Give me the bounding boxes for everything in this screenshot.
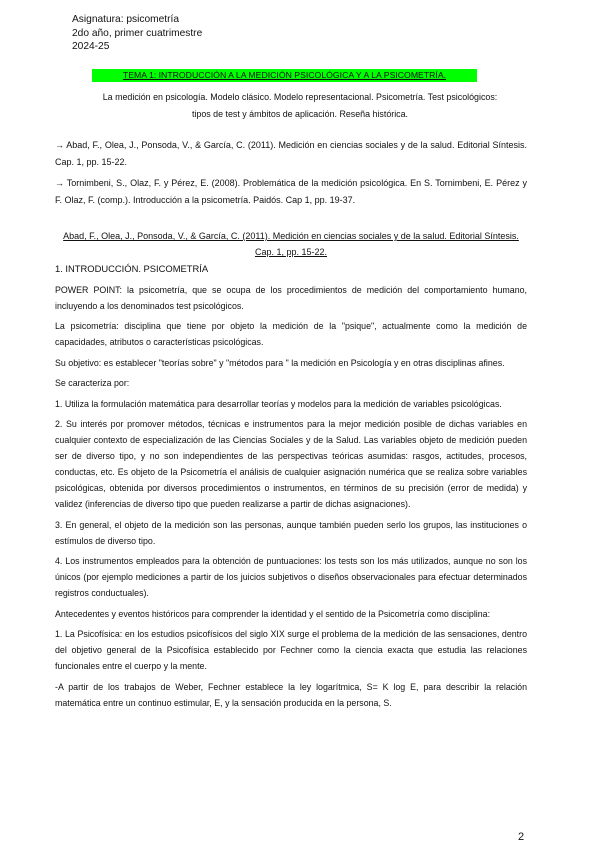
section-reference-title: Abad, F., Olea, J., Ponsoda, V., & García, C. (2011). Medición en ciencias sociales y de la salud. Editorial Síntesis. Cap. 1, pp. 15-22. bbox=[63, 231, 519, 257]
reference-1: → Abad, F., Olea, J., Ponsoda, V., & García, C. (2011). Medición en ciencias sociales y de la salud. Editorial Síntesis. Cap. 1, pp. 15-22. bbox=[55, 140, 527, 168]
paragraph-power-point: POWER POINT: la psicometría, que se ocupa de los procedimientos de medición del comportamiento humano, incluyendo a los denominados test psicológicos. bbox=[55, 284, 527, 311]
year-line: 2024-25 bbox=[72, 41, 110, 53]
paragraph-characteristic-1: 1. Utiliza la formulación matemática para desarrollar teorías y modelos para la medición de variables psicológicas. bbox=[55, 398, 502, 409]
paragraph-characteristics-intro: Se caracteriza por: bbox=[55, 378, 130, 388]
course-line: 2do año, primer cuatrimestre bbox=[72, 27, 203, 39]
subject-line: Asignatura: psicometría bbox=[72, 14, 180, 25]
paragraph-characteristic-2: 2. Su interés por promover métodos, técnicas e instrumentos para la mejor medición posible de dichas variables en cualquier contexto de especialización de las Ciencias Sociales y de la Salud. Las variables objeto de medición pueden ser de diverso tipo, y no son independientes de las perspectivas teóricas asumidas: rasgos, actitudes, procesos, conductas, etc. Es objeto de la Psicometría el análisis de cualquier asignación numérica que se realiza sobre variables psicológicas, obtenida por diversos procedimientos o instrumentos, en términos de su precisión (error de medida) y validez (inferencias de diverso tipo que pueden realizarse a partir de dichas asignaciones). bbox=[55, 419, 527, 509]
paragraph-weber-fechner: -A partir de los trabajos de Weber, Fechner establece la ley logarítmica, S= K log E, para describir la relación matemática entre un continuo estimular, E, y la sensación producida en la persona, S. bbox=[55, 681, 527, 708]
paragraph-characteristic-4: 4. Los instrumentos empleados para la obtención de puntuaciones: los tests son los más utilizados, aunque no son los únicos (por ejemplo mediciones a partir de los juicios subjetivos o diseños observacionales para efectuar determinados registros conductuales). bbox=[55, 556, 527, 598]
paragraph-definition: La psicometría: disciplina que tiene por objeto la medición de la "psique", actualmente como la medición de capacidades, atributos o características psicológicas. bbox=[55, 321, 527, 347]
paragraph-objective: Su objetivo: es establecer "teorías sobre" y "métodos para " la medición en Psicología y en otras disciplinas afines. bbox=[55, 357, 505, 368]
reference-2: → Tornimbeni, S., Olaz, F. y Pérez, E. (2008). Problemática de la medición psicológica. En S. Tornimbeni, E. Pérez y F. Olaz, F. (comp.). Introducción a la psicometría. Paidós. Cap 1, pp. 19-37. bbox=[55, 178, 527, 206]
topic-description-line-2: tipos de test y ámbitos de aplicación. Reseña histórica. bbox=[191, 109, 409, 119]
paragraph-psychophysics: 1. La Psicofísica: en los estudios psicofísicos del siglo XIX surge el problema de la medición de las sensaciones, dentro del objetivo general de la Psicofísica establecido por Fechner como la ciencia exacta que estudia las relaciones funcionales entre el cuerpo y la mente. bbox=[55, 629, 527, 671]
topic-description bbox=[55, 89, 545, 123]
section-heading: 1. INTRODUCCIÓN. PSICOMETRÍA bbox=[55, 263, 209, 274]
paragraph-history-intro: Antecedentes y eventos históricos para comprender la identidad y el sentido de la Psicometría como disciplina: bbox=[55, 608, 491, 619]
document-header bbox=[72, 13, 202, 54]
topic-description-line-1: La medición en psicología. Modelo clásico. Modelo representacional. Psicometría. Test psicológicos: bbox=[102, 92, 498, 102]
topic-title: TEMA 1: INTRODUCCIÓN A LA MEDICIÓN PSICOLÓGICA Y A LA PSICOMETRÍA. bbox=[92, 69, 477, 82]
paragraph-characteristic-3: 3. En general, el objeto de la medición son las personas, aunque también pueden serlo los grupos, las instituciones o estímulos de diverso tipo. bbox=[55, 519, 527, 546]
page-number: 2 bbox=[518, 831, 525, 843]
section-body bbox=[55, 261, 527, 715]
